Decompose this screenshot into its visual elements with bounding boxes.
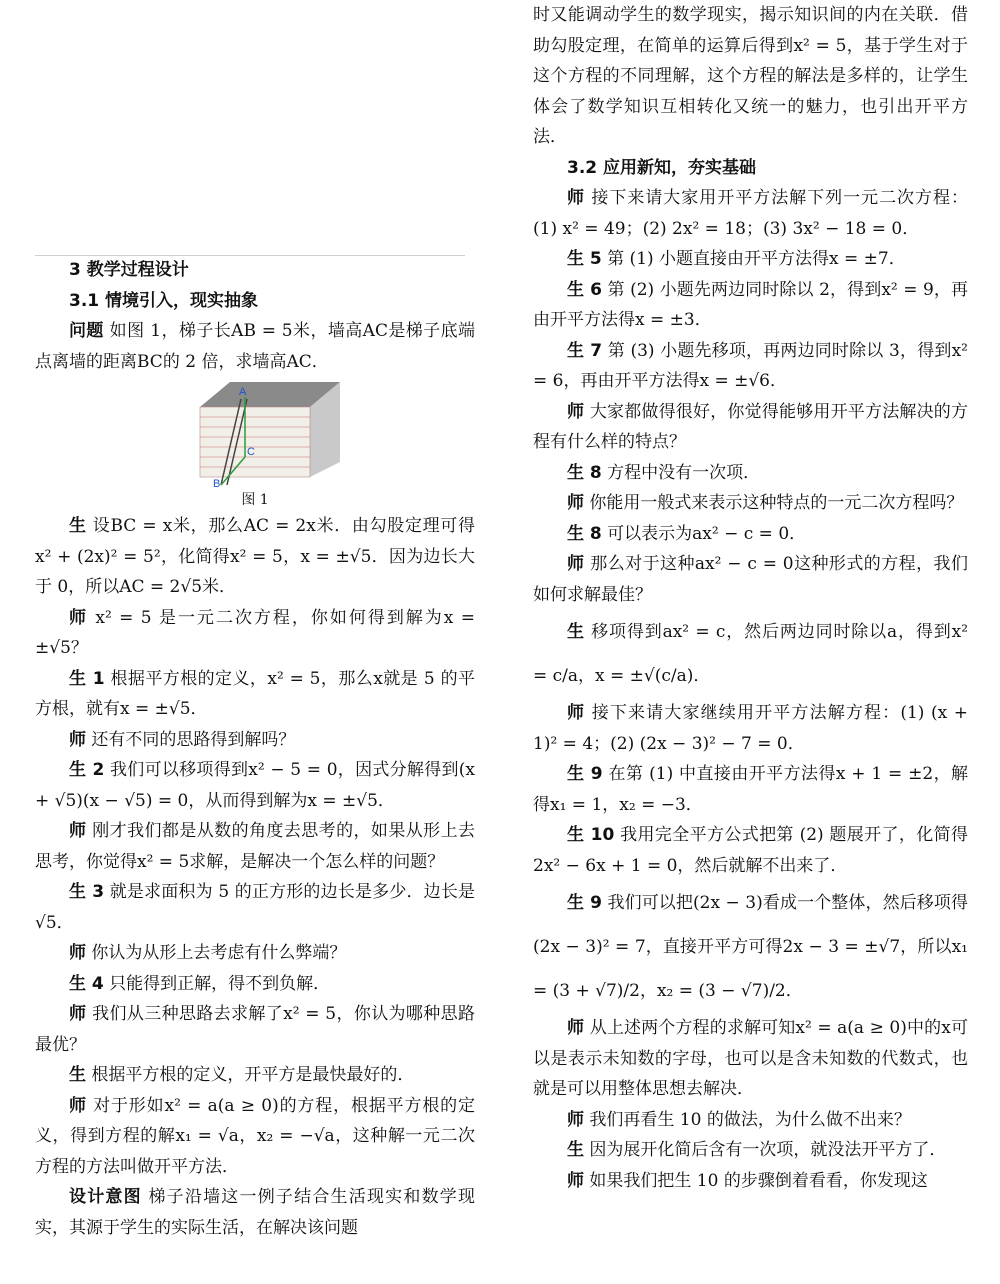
section-heading-3-1: 3.1 情境引入，现实抽象 (69, 290, 259, 311)
paragraph: 生 7 第 (3) 小题先移项，再两边同时除以 3，得到x² = 6，再由开平方法得x = ±√6． (533, 340, 968, 391)
paragraph: 生 3 就是求面积为 5 的正方形的边长是多少．边长是√5． (35, 882, 476, 933)
label-b: B (213, 478, 221, 489)
paragraph: 师 x² = 5 是一元二次方程，你如何得到解为x = ±√5？ (35, 607, 475, 658)
paragraph: 师 我们再看生 10 的做法，为什么做不出来？ (567, 1109, 911, 1130)
paragraph: 生 9 在第 (1) 中直接由开平方法得x + 1 = ±2，解得x₁ = 1，x₂ = −3． (533, 764, 969, 815)
paragraph: 生 8 方程中没有一次项． (567, 462, 761, 483)
paragraph: 师 还有不同的思路得到解吗？ (69, 729, 296, 750)
paragraph: 生 移项得到ax² = c，然后两边同时除以a，得到x² = c/a，x = ±√(c/a)． (533, 622, 969, 686)
right-column (533, 0, 968, 1284)
paragraph: 师 如果我们把生 10 的步骤倒着看看，你发现这 (567, 1170, 928, 1191)
paragraph: 师 你认为从形上去考虑有什么弊端？ (69, 943, 347, 963)
paragraph: 生 4 只能得到正解，得不到负解． (69, 973, 331, 994)
paragraph: 生 2 我们可以移项得到x² − 5 = 0，因式分解得到(x + √5)(x − √5) = 0，从而得到解为x = ±√5． (35, 760, 475, 811)
paragraph: 设计意图 梯子沿墙这一例子结合生活现实和数学现实，其源于学生的实际生活，在解决该问题 (35, 1187, 476, 1238)
section-heading-3-2: 3.2 应用新知，夯实基础 (567, 157, 757, 178)
paragraph: 生 5 第 (1) 小题直接由开平方法得x = ±7． (567, 249, 906, 269)
ladder-wall-illustration (35, 377, 475, 489)
paragraph: 师 接下来请大家用开平方法解下列一元二次方程：(1) x² = 49；(2) 2x² = 18；(3) 3x² − 18 = 0． (533, 188, 969, 239)
paragraph: 问题 如图 1，梯子长AB = 5米，墙高AC是梯子底端点离墙的距离BC的 2 倍，求墙高AC． (35, 321, 476, 372)
paragraph: 生 根据平方根的定义，开平方是最快最好的． (69, 1065, 415, 1085)
paragraph: 生 因为展开化简后含有一次项，就没法开平方了． (567, 1140, 947, 1160)
paragraph: 师 那么对于这种ax² − c = 0这种形式的方程，我们如何求解最佳？ (533, 554, 968, 605)
label-a: A (239, 386, 247, 398)
label-c: C (247, 446, 255, 458)
paragraph: 生 6 第 (2) 小题先两边同时除以 2，得到x² = 9，再由开平方法得x = ±3． (533, 279, 968, 330)
paragraph: 师 对于形如x² = a(a ≥ 0)的方程，根据平方根的定义，得到方程的解x₁ = √a，x₂ = −√a，这种解一元二次方程的方法叫做开平方法． (35, 1095, 476, 1177)
paragraph: 师 大家都做得很好，你觉得能够用开平方法解决的方程有什么样的特点？ (533, 401, 969, 452)
paragraph: 师 刚才我们都是从数的角度去思考的，如果从形上去思考，你觉得x² = 5求解，是解决一个怎么样的问题？ (35, 821, 476, 872)
figure-1 (35, 377, 475, 489)
left-column (35, 0, 475, 1284)
paragraph: 生 10 我用完全平方公式把第 (2) 题展开了，化简得2x² − 6x + 1 = 0，然后就解不出来了． (533, 825, 969, 876)
speaker: 问题 (69, 321, 104, 341)
paragraph: 生 8 可以表示为ax² − c = 0． (567, 523, 807, 544)
paragraph: 师 我们从三种思路去求解了x² = 5，你认为哪种思路最优？ (35, 1004, 475, 1055)
section-heading-3: 3 教学过程设计 (69, 260, 189, 280)
paragraph: 师 你能用一般式来表示这种特点的一元二次方程吗？ (567, 493, 964, 513)
figure-caption: 图 1 (241, 492, 269, 508)
paragraph: 生 1 根据平方根的定义，x² = 5，那么x就是 5 的平方根，就有x = ±√5． (35, 668, 476, 719)
paragraph: 师 接下来请大家继续用开平方法解方程：(1) (x + 1)² = 4；(2) (2x − 3)² − 7 = 0． (533, 703, 968, 754)
paragraph: 时又能调动学生的数学现实，揭示知识间的内在关联．借助勾股定理，在简单的运算后得到x² = 5，基于学生对于这个方程的不同理解，这个方程的解法是多样的，让学生体会了数学知识互相转化又统一的魅力，也引出开平方法． (533, 5, 968, 147)
paragraph: 师 从上述两个方程的求解可知x² = a(a ≥ 0)中的x可以是表示未知数的字母，也可以是含未知数的代数式，也就是可以用整体思想去解决． (533, 1018, 969, 1099)
paragraph: 生 9 我们可以把(2x − 3)看成一个整体，然后移项得(2x − 3)² = 7，直接开平方可得2x − 3 = ±√7，所以x₁ = (3 + √7)/2，x₂ = (3 − √7)/2． (533, 893, 969, 1001)
paragraph: 生 设BC = x米，那么AC = 2x米．由勾股定理可得x² + (2x)² = 5²，化简得x² = 5，x = ±√5．因为边长大于 0，所以AC = 2√5米． (35, 516, 475, 597)
